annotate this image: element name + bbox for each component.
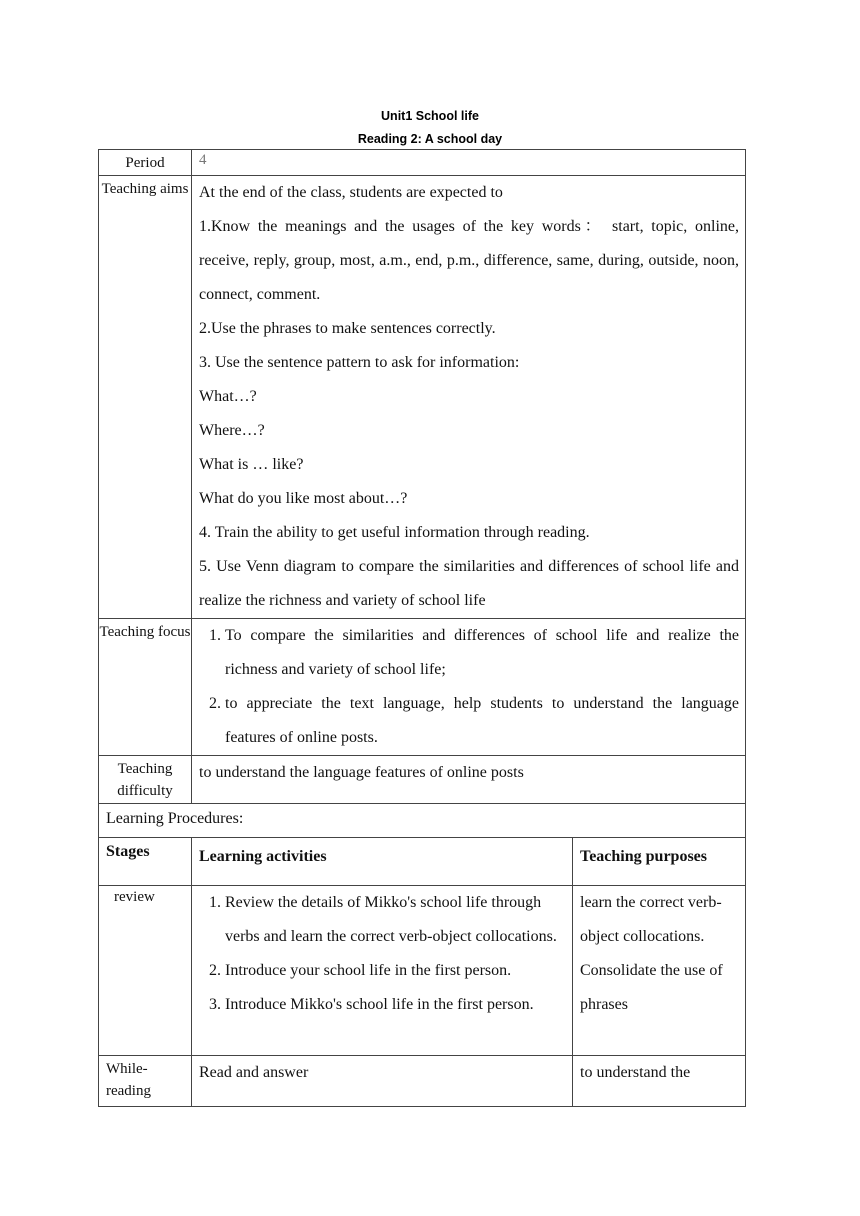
purposes-header: Teaching purposes	[573, 838, 746, 886]
review-stage: review	[99, 886, 192, 1056]
focus-item: 1. To compare the similarities and differences of school life and realize the richness and variety of school life;	[225, 619, 739, 687]
teaching-difficulty-row	[99, 756, 746, 804]
while-reading-activity: Read and answer	[192, 1056, 573, 1107]
period-value: 4	[192, 150, 746, 176]
procedures-label: Learning Procedures:	[99, 804, 746, 838]
teaching-difficulty-text: to understand the language features of online posts	[192, 756, 746, 804]
focus-list	[199, 619, 739, 755]
aims-question: Where…?	[199, 422, 265, 439]
aims-item: 3. Use the sentence pattern to ask for information:	[199, 354, 520, 371]
review-purposes: learn the correct verb-object collocations. Consolidate the use of phrases	[573, 886, 746, 1056]
procedures-header-row	[99, 838, 746, 886]
stages-header: Stages	[99, 838, 192, 886]
procedures-row	[99, 804, 746, 838]
while-reading-stage: While-reading	[99, 1056, 192, 1107]
period-row	[99, 150, 746, 176]
teaching-focus-label: Teaching focus	[99, 619, 192, 756]
aims-intro: At the end of the class, students are expected to	[199, 184, 503, 201]
aims-question: What is … like?	[199, 456, 304, 473]
teaching-focus-row	[99, 619, 746, 756]
review-activity: 3. Introduce Mikko's school life in the first person.	[225, 988, 566, 1022]
review-activity: 2. Introduce your school life in the first person.	[225, 954, 566, 988]
review-activity: 1. Review the details of Mikko's school life through verbs and learn the correct verb-object collocations.	[225, 886, 566, 954]
focus-item: 2. to appreciate the text language, help students to understand the language features of online posts.	[225, 687, 739, 755]
while-reading-purposes: to understand the	[573, 1056, 746, 1107]
aims-item: 1.Know the meanings and the usages of the key words： start, topic, online, receive, reply, group, most, a.m., end, p.m., difference, same, during, outside, noon, connect, comment.	[199, 218, 739, 303]
review-activity-list	[199, 886, 566, 1022]
document-title: Unit1 School life	[381, 109, 479, 123]
lesson-plan-table	[98, 149, 746, 1107]
teaching-focus-content	[192, 619, 746, 756]
aims-question: What do you like most about…?	[199, 490, 408, 507]
teaching-difficulty-label: Teaching difficulty	[99, 756, 192, 804]
document-subtitle: Reading 2: A school day	[357, 132, 503, 146]
aims-question: What…?	[199, 388, 257, 405]
teaching-aims-content	[192, 176, 746, 619]
activities-header: Learning activities	[192, 838, 573, 886]
aims-item: 5. Use Venn diagram to compare the similarities and differences of school life and realize the richness and variety of school life	[199, 558, 739, 609]
review-row	[99, 886, 746, 1056]
teaching-aims-row	[99, 176, 746, 619]
review-activities	[192, 886, 573, 1056]
period-label: Period	[99, 150, 192, 176]
aims-item: 2.Use the phrases to make sentences correctly.	[199, 320, 496, 337]
while-reading-row	[99, 1056, 746, 1107]
teaching-aims-label: Teaching aims	[99, 176, 192, 619]
aims-item: 4. Train the ability to get useful information through reading.	[199, 524, 590, 541]
